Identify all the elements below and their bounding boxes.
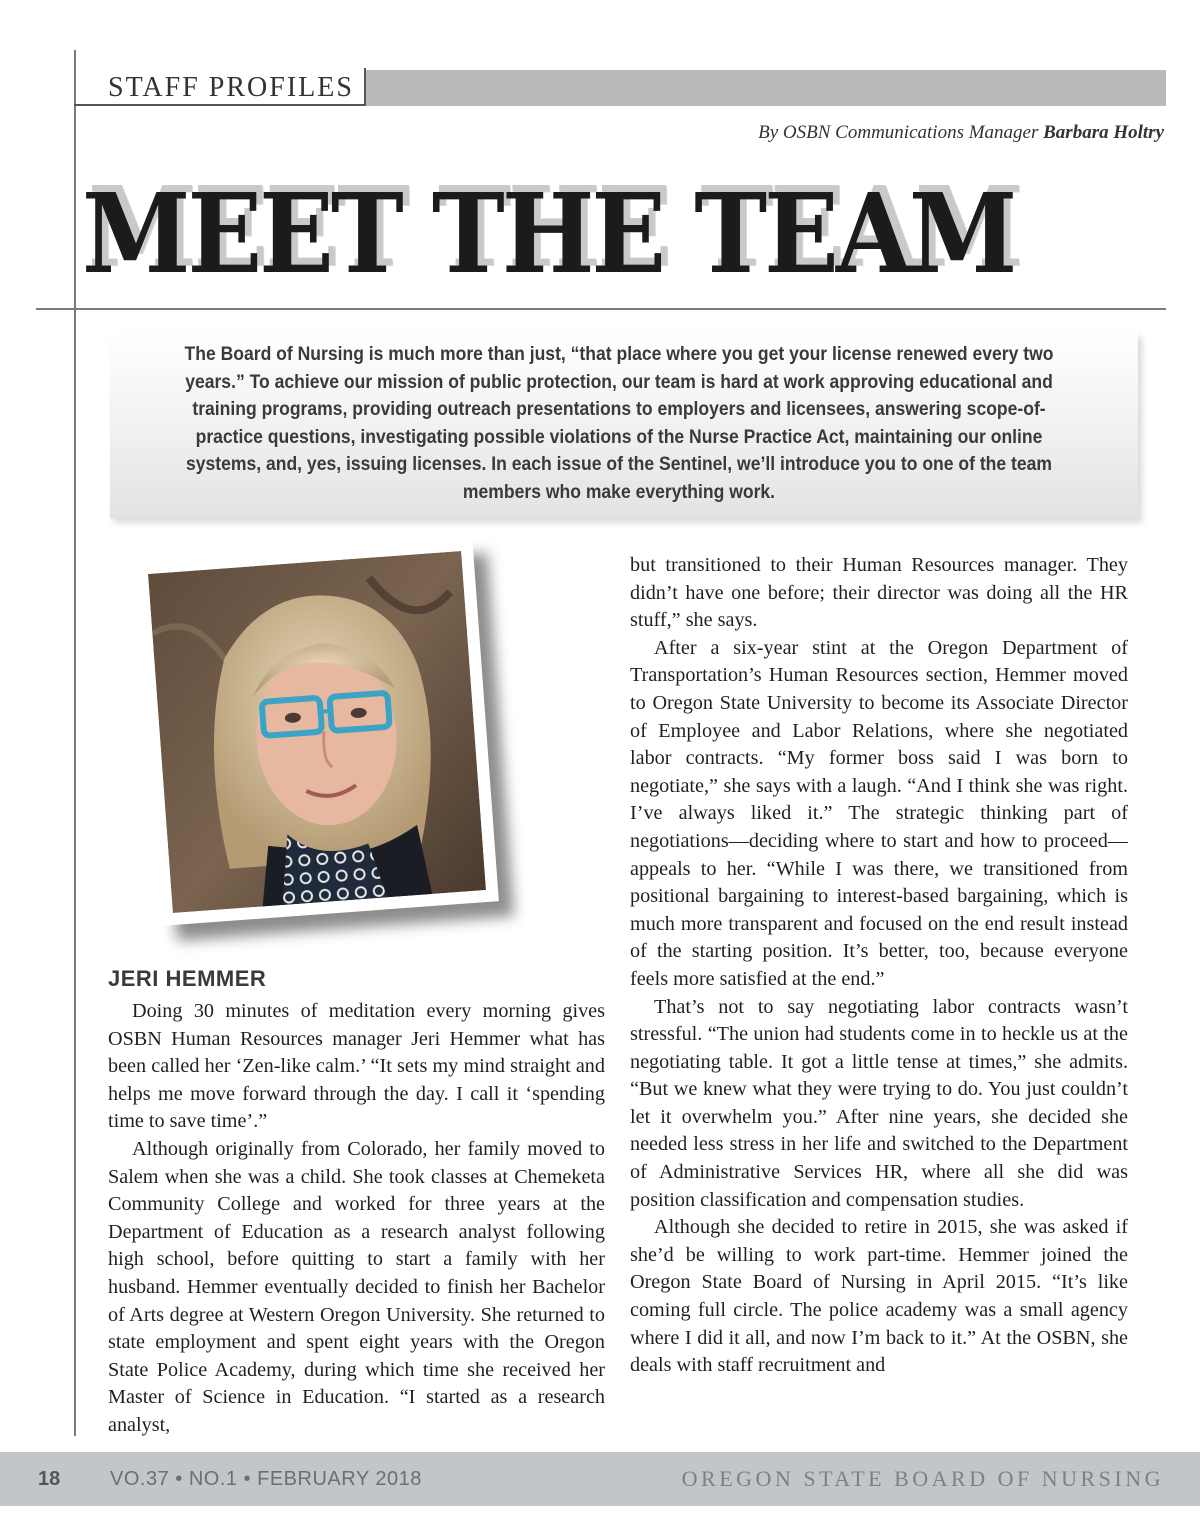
photo-frame bbox=[135, 538, 499, 926]
section-label: STAFF PROFILES bbox=[74, 68, 366, 106]
organization-name: OREGON STATE BOARD OF NURSING bbox=[681, 1466, 1164, 1491]
paragraph: After a six-year stint at the Oregon Department of Transportation’s Human Resources section, Hemmer moved to Oregon State University to become its Associate Director of Employee and Labor Relations, where she negotiated labor contracts. “My former boss said I was born to negotiate,” she says with a laugh. “And I think she was right. I’ve always liked it.” The strategic thinking part of negotiations—deciding where to start and how to proceed—appeals to her. “While I was there, we transitioned from positional bargaining to interest-based bargaining, which is much more transparent and focused on the end result instead of the starting position. It’s better, too, because everyone feels more satisfied at the end.” bbox=[630, 636, 1128, 990]
byline-author: Barbara Holtry bbox=[1043, 122, 1164, 143]
paragraph: Although originally from Colorado, her family moved to Salem when she was a child. She took classes at Chemeketa Community College and worked for three years at the Department of Education as a research analyst following high school, before quitting to start a family with her husband. Hemmer eventually decided to finish her Bachelor of Arts degree at Western Oregon University. She returned to state employment and spent eight years with the Oregon State Police Academy, during which time she received her Master of Science in Education. “I started as a research analyst, bbox=[108, 1137, 605, 1436]
article-column-left bbox=[108, 998, 605, 1440]
paragraph: Although she decided to retire in 2015, she was asked if she’d be willing to work part-time. Hemmer joined the Oregon State Board of Nursing in April 2015. “It’s like coming full circle. The police academy was a small agency where I did it all, and now I’m back to it.” At the OSBN, she deals with staff recruitment and bbox=[630, 1216, 1128, 1377]
section-bar bbox=[366, 70, 1166, 106]
section-header bbox=[74, 68, 1166, 106]
page-title: MEET THE TEAM bbox=[82, 169, 1015, 299]
profile-name: JERI HEMMER bbox=[108, 966, 267, 991]
page-number: 18 bbox=[38, 1467, 61, 1490]
profile-photo bbox=[135, 538, 499, 926]
portrait-photo-icon bbox=[148, 551, 486, 913]
byline bbox=[758, 122, 1164, 144]
intro-text: The Board of Nursing is much more than just, “that place where you get your license renewed every two years.” To achieve our mission of public protection, our team is hard at work approving educational and training programs, providing outreach presentations to employers and licensees, answering scope-of-practice questions, investigating possible violations of the Nurse Practice Act, maintaining our online systems, and, yes, issuing licenses. In each issue of the Sentinel, we’ll introduce you to one of the team members who make everything work. bbox=[184, 343, 1054, 503]
byline-prefix: By OSBN Communications Manager bbox=[758, 122, 1039, 143]
article-column-right bbox=[630, 552, 1128, 1380]
paragraph: but transitioned to their Human Resources manager. They didn’t have one before; their director was doing all the HR stuff,” she says. bbox=[630, 554, 1128, 632]
paragraph: Doing 30 minutes of meditation every morning gives OSBN Human Resources manager Jeri Hemmer what has been called her ‘Zen-like calm.’ “It sets my mind straight and helps me move forward through the day. I call it ‘spending time to save time’.” bbox=[108, 1000, 605, 1133]
issue-info: VO.37 • NO.1 • FEBRUARY 2018 bbox=[110, 1467, 422, 1490]
left-rule-bottom bbox=[74, 308, 76, 1436]
paragraph: That’s not to say negotiating labor contracts wasn’t stressful. “The union had students come in to heckle us at the negotiating table. It got a little tense at times,” she admits. “But we knew what they were trying to do. You just couldn’t let it overwhelm you.” After nine years, she decided she needed less stress in her life and switched to the Department of Administrative Services HR, where all she did was position classification and compensation studies. bbox=[630, 995, 1128, 1211]
page-footer bbox=[0, 1452, 1200, 1506]
title-rule bbox=[36, 308, 1166, 310]
